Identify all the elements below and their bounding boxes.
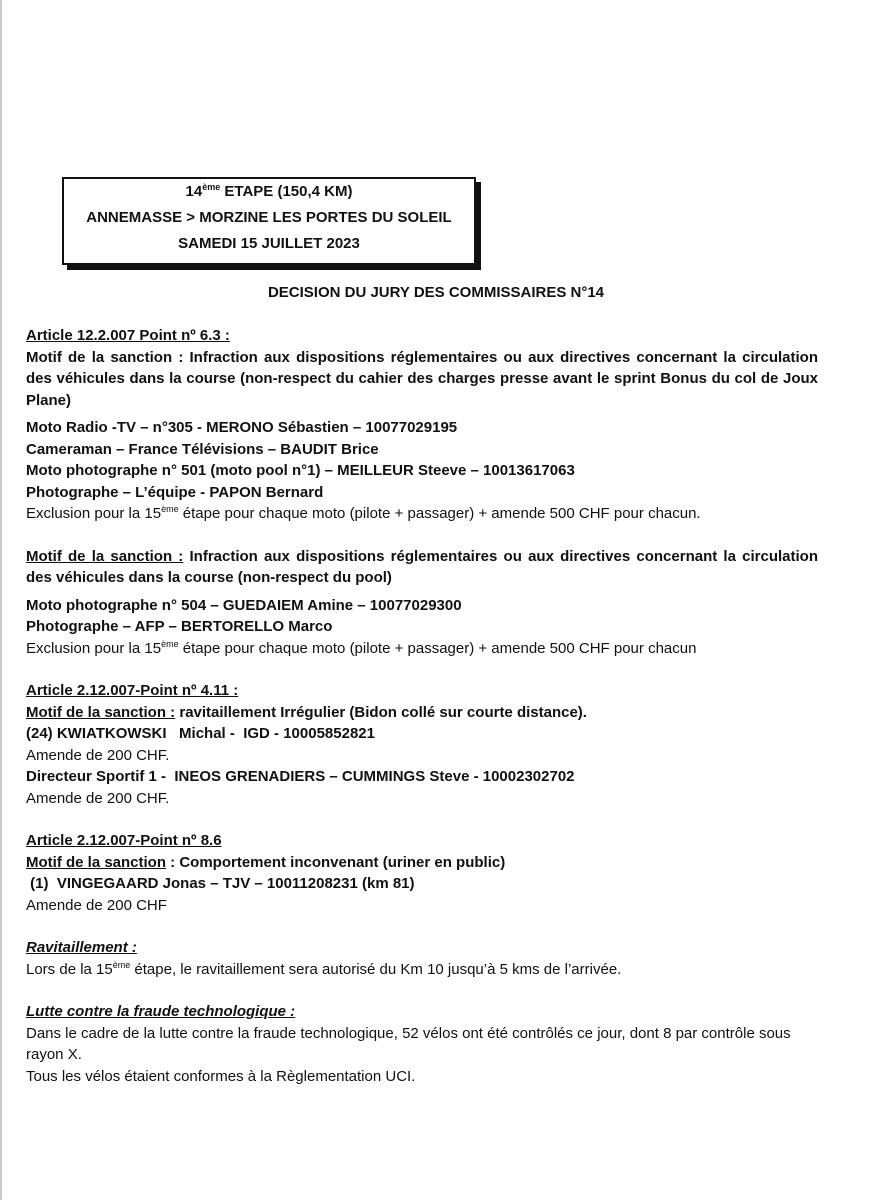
sec3-motif: Motif de la sanction : ravitaillement Irrégulier (Bidon collé sur courte distance). [26,703,587,721]
sec3-rider: (24) KWIATKOWSKI Michal - IGD - 10005852821 [26,725,375,742]
sec2-penalty: Exclusion pour la 15ème étape pour chaque moto (pilote + passager) + amende 500 CHF pour chacun [26,638,697,657]
sec1-name: Photographe – L’équipe - PAPON Bernard [26,483,324,501]
stage-line [64,179,474,205]
sec3-fine: Amende de 200 CHF. [26,789,170,807]
fraude-conclusion: Tous les vélos étaient conformes à la Règlementation UCI. [26,1067,416,1085]
sec3-director: Directeur Sportif 1 - INEOS GRENADIERS – CUMMINGS Steve - 10002302702 [26,768,575,785]
sec1-name: Moto photographe n° 501 (moto pool n°1) – MEILLEUR Steeve – 10013617063 [26,462,575,479]
stage-distance: ETAPE (150,4 KM) [220,183,353,200]
document-title: DECISION DU JURY DES COMMISSAIRES N°14 [267,284,605,301]
sec1-article: Article 12.2.007 Point nº 6.3 : [26,327,230,344]
sec4-fine: Amende de 200 CHF [26,896,167,914]
ravitaillement-text: Lors de la 15ème étape, le ravitaillement sera autorisé du Km 10 jusqu’à 5 kms de l’arrivée. [26,959,622,978]
sec2-name: Moto photographe n° 504 – GUEDAIEM Amine – 10077029300 [26,596,462,614]
fraude-heading: Lutte contre la fraude technologique : [26,1003,296,1020]
sec1-motif: Motif de la sanction : Infraction aux dispositions réglementaires ou aux directives concernant la circulation des véhicules dans la course (non-respect du cahier des charges presse avant le sprint Bonus du col de Joux Plane) [26,348,818,409]
fraude-text: Dans le cadre de la lutte contre la fraude technologique, 52 vélos ont été contrôlés ce jour, dont 8 par contrôle sous rayon X. [26,1024,791,1063]
sec2-name: Photographe – AFP – BERTORELLO Marco [26,618,333,635]
sec3-fine: Amende de 200 CHF. [26,746,170,764]
sec1-name: Moto Radio -TV – n°305 - MERONO Sébastien – 10077029195 [26,419,458,436]
sec4-article: Article 2.12.007-Point nº 8.6 [26,832,222,849]
sec1-name: Cameraman – France Télévisions – BAUDIT Brice [26,440,379,458]
ravitaillement-heading: Ravitaillement : [26,939,137,956]
page-edge [0,0,2,1200]
stage-route: ANNEMASSE > MORZINE LES PORTES DU SOLEIL [86,209,452,226]
sec2-motif: Motif de la sanction : Infraction aux dispositions réglementaires ou aux directives concernant la circulation des véhicules dans la course (non-respect du pool) [26,547,818,586]
sec1-penalty: Exclusion pour la 15ème étape pour chaque moto (pilote + passager) + amende 500 CHF pour chacun. [26,504,701,522]
document-body [26,325,818,1087]
sec3-article: Article 2.12.007-Point nº 4.11 : [26,682,239,699]
stage-header-box [62,177,476,265]
stage-date: SAMEDI 15 JUILLET 2023 [178,235,360,252]
stage-number: 14 [185,183,203,200]
sec4-rider: (1) VINGEGAARD Jonas – TJV – 10011208231 (km 81) [26,875,415,892]
stage-superscript: ème [202,182,221,192]
sec4-motif: Motif de la sanction : Comportement inconvenant (uriner en public) [26,853,506,871]
